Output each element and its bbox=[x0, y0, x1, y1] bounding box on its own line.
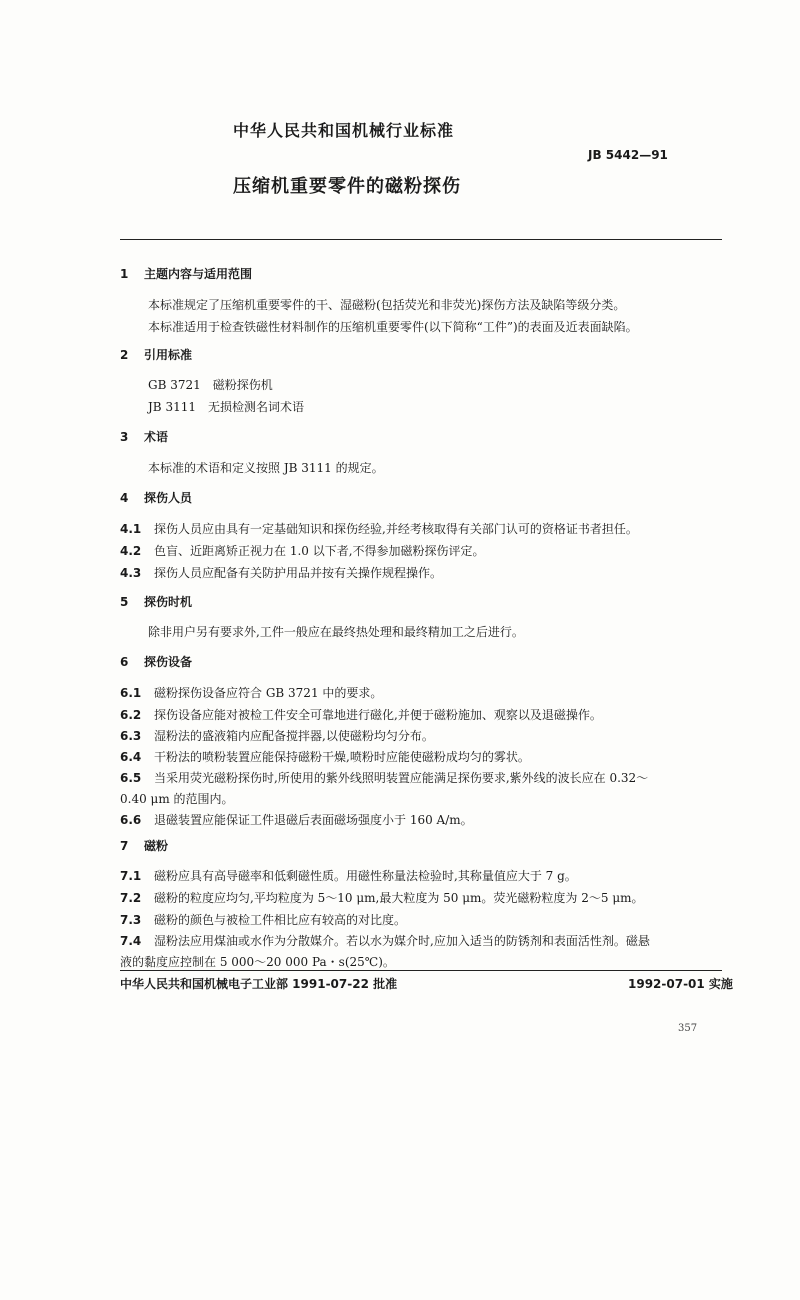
clause-item: 4.2 色盲、近距离矫正视力在 1.0 以下者,不得参加磁粉探伤评定。 bbox=[120, 544, 485, 558]
clause-continuation: 0.40 μm 的范围内。 bbox=[120, 792, 234, 806]
clause-item: 7.4 湿粉法应用煤油或水作为分散媒介。若以水为媒介时,应加入适当的防锈剂和表面活性剂。磁悬 bbox=[120, 934, 650, 948]
reference-item: GB 3721 磁粉探伤机 bbox=[148, 378, 273, 392]
reference-item: JB 3111 无损检测名词术语 bbox=[148, 400, 304, 414]
clause-item: 6.5 当采用荧光磁粉探伤时,所使用的紫外线照明装置应能满足探伤要求,紫外线的波长应在 0.32～ bbox=[120, 771, 649, 785]
clause-item: 6.2 探伤设备应能对被检工件安全可靠地进行磁化,并便于磁粉施加、观察以及退磁操作。 bbox=[120, 708, 602, 722]
paragraph: 本标准适用于检查铁磁性材料制作的压缩机重要零件(以下简称“工件”)的表面及近表面缺陷。 bbox=[148, 320, 638, 334]
approval-line: 中华人民共和国机械电子工业部 1991-07-22 批准 bbox=[120, 977, 398, 991]
document-title: 压缩机重要零件的磁粉探伤 bbox=[233, 176, 461, 197]
section-heading-2: 2 引用标准 bbox=[120, 348, 193, 362]
clause-item: 4.1 探伤人员应由具有一定基础知识和探伤经验,并经考核取得有关部门认可的资格证书者担任。 bbox=[120, 522, 638, 536]
section-heading-6: 6 探伤设备 bbox=[120, 655, 193, 669]
clause-continuation: 液的黏度应控制在 5 000～20 000 Pa・s(25℃)。 bbox=[120, 955, 395, 969]
clause-item: 7.2 磁粉的粒度应均匀,平均粒度为 5～10 μm,最大粒度为 50 μm。荧光磁粉粒度为 2～5 μm。 bbox=[120, 891, 644, 905]
standard-code: JB 5442—91 bbox=[588, 148, 668, 162]
section-heading-7: 7 磁粉 bbox=[120, 839, 169, 853]
section-heading-1: 1 主题内容与适用范围 bbox=[120, 267, 253, 281]
paragraph: 本标准规定了压缩机重要零件的干、湿磁粉(包括荧光和非荧光)探伤方法及缺陷等级分类。 bbox=[148, 298, 626, 312]
header-rule bbox=[120, 239, 722, 240]
clause-item: 6.1 磁粉探伤设备应符合 GB 3721 中的要求。 bbox=[120, 686, 383, 700]
page-number: 357 bbox=[678, 1023, 698, 1034]
section-heading-4: 4 探伤人员 bbox=[120, 491, 193, 505]
section-heading-5: 5 探伤时机 bbox=[120, 595, 193, 609]
footer-rule bbox=[120, 970, 722, 971]
section-heading-3: 3 术语 bbox=[120, 430, 169, 444]
org-standard-heading: 中华人民共和国机械行业标准 bbox=[233, 121, 455, 140]
clause-item: 7.1 磁粉应具有高导磁率和低剩磁性质。用磁性称量法检验时,其称量值应大于 7 g。 bbox=[120, 869, 577, 883]
clause-item: 6.6 退磁装置应能保证工件退磁后表面磁场强度小于 160 A/m。 bbox=[120, 813, 473, 827]
clause-item: 6.4 干粉法的喷粉装置应能保持磁粉干燥,喷粉时应能使磁粉成均匀的雾状。 bbox=[120, 750, 530, 764]
clause-item: 7.3 磁粉的颜色与被检工件相比应有较高的对比度。 bbox=[120, 913, 407, 927]
paragraph: 本标准的术语和定义按照 JB 3111 的规定。 bbox=[148, 461, 384, 475]
paragraph: 除非用户另有要求外,工件一般应在最终热处理和最终精加工之后进行。 bbox=[148, 625, 524, 639]
effective-date: 1992-07-01 实施 bbox=[628, 977, 733, 991]
clause-item: 4.3 探伤人员应配备有关防护用品并按有关操作规程操作。 bbox=[120, 566, 443, 580]
clause-item: 6.3 湿粉法的盛液箱内应配备搅拌器,以使磁粉均匀分布。 bbox=[120, 729, 434, 743]
